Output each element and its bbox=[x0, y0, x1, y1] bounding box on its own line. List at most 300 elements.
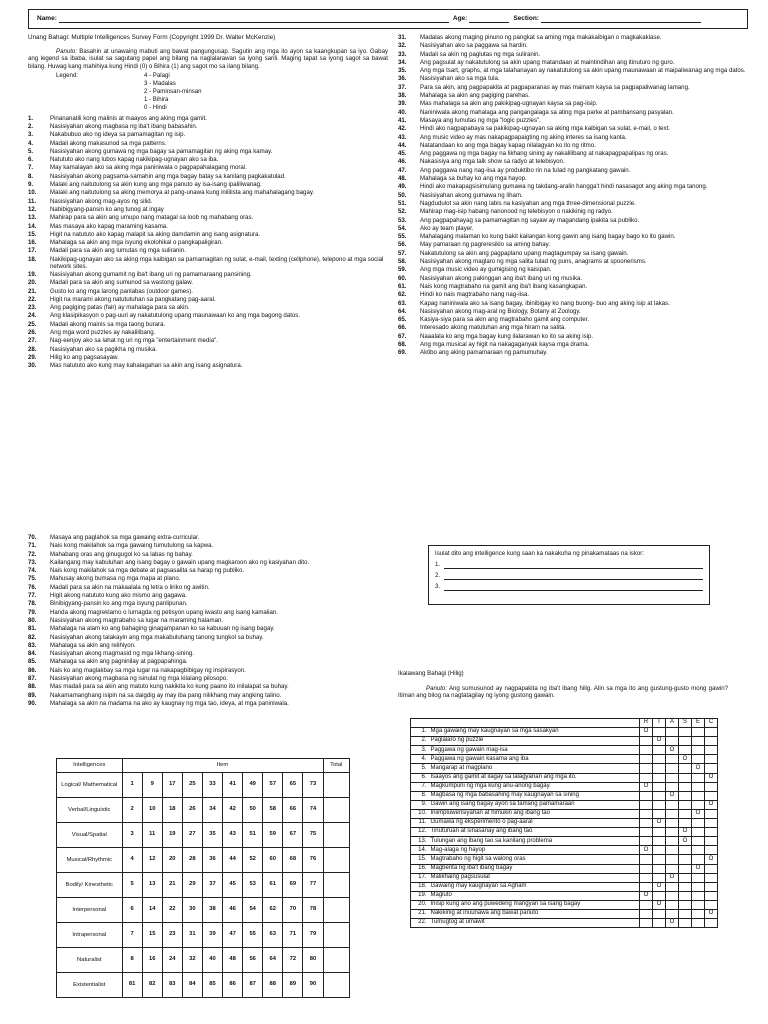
riasec-empty-cell bbox=[692, 909, 705, 918]
question-number: 26. bbox=[28, 329, 37, 337]
tally-header-row bbox=[57, 759, 350, 773]
riasec-empty-cell bbox=[666, 800, 679, 809]
riasec-choice-circle[interactable]: O bbox=[679, 755, 692, 764]
question-text: Naaalala ko ang mga bagay kung ilalarawan ko ito sa aking isip. bbox=[420, 332, 594, 340]
part2-directions-text: Ang sumusunod ay nagpapakita ng iba't ibang hilig. Alin sa mga ito ang gustung-gusto mong gawin? Itiman ang bilog na nagtatagilay ng iyong gustong gawain. bbox=[398, 684, 728, 700]
riasec-empty-cell bbox=[705, 919, 718, 928]
tally-item-number: 10 bbox=[142, 798, 162, 823]
question-number: 38. bbox=[398, 92, 407, 100]
riasec-empty-cell bbox=[692, 728, 705, 737]
question-text: Nag-eenjoy ako sa lahat ng uri ng mga "entertainment media". bbox=[50, 337, 218, 345]
tally-item-number: 16 bbox=[142, 948, 162, 973]
question-number: 16. bbox=[28, 239, 37, 247]
question-number: 61. bbox=[398, 282, 407, 290]
question-item bbox=[398, 34, 750, 42]
age-label: Age: bbox=[452, 14, 468, 22]
question-text: Nakabubuo ako ng ideya sa pamamagitan ng isip. bbox=[50, 131, 186, 139]
riasec-empty-cell bbox=[679, 855, 692, 864]
question-item bbox=[28, 658, 388, 666]
riasec-choice-circle[interactable]: O bbox=[640, 782, 653, 791]
question-text: Mahalagang malaman ko kung bakit kailangan kong gawin ang isang bagay bago ko ito gawin. bbox=[420, 233, 676, 241]
riasec-empty-cell bbox=[692, 882, 705, 891]
riasec-row-activity: Iniimpluwensiyahan at himukin ang ibang tao bbox=[429, 809, 640, 818]
question-item bbox=[398, 275, 750, 283]
riasec-empty-cell bbox=[692, 800, 705, 809]
riasec-row bbox=[411, 873, 718, 882]
riasec-choice-circle[interactable]: O bbox=[640, 728, 653, 737]
riasec-row bbox=[411, 809, 718, 818]
riasec-row-activity: Magbasa ng mga babasahing may kaugnayan sa sining bbox=[429, 791, 640, 800]
question-text: Nasisiyahan akong pakinggan ang iba't ibang uri ng musika. bbox=[420, 274, 583, 282]
question-item bbox=[398, 125, 750, 133]
tally-total-cell[interactable] bbox=[323, 948, 349, 973]
question-text: Kailangang may kabuluhan ang isang bagay o gawain upang magkaroon ako ng kasiyahan dito. bbox=[50, 558, 310, 566]
answer-blank[interactable] bbox=[444, 573, 703, 580]
riasec-row bbox=[411, 900, 718, 909]
tally-item-number: 66 bbox=[283, 798, 303, 823]
riasec-header-c: C bbox=[705, 719, 718, 728]
question-item bbox=[28, 600, 388, 608]
riasec-choice-circle[interactable]: O bbox=[692, 809, 705, 818]
riasec-empty-cell bbox=[692, 891, 705, 900]
tally-item-number: 82 bbox=[142, 973, 162, 998]
tally-item-number: 79 bbox=[303, 923, 323, 948]
tally-row bbox=[57, 923, 350, 948]
riasec-empty-cell bbox=[666, 882, 679, 891]
question-text: Ang pagsulat ay nakatutulong sa akin upang matandaan at maintindihan ang itinuturo ng guro. bbox=[420, 58, 675, 66]
riasec-choice-circle[interactable]: O bbox=[679, 828, 692, 837]
legend-item: 3 - Madalas bbox=[144, 79, 176, 87]
question-item bbox=[398, 300, 750, 308]
riasec-empty-cell bbox=[705, 846, 718, 855]
tally-item-number: 38 bbox=[202, 898, 222, 923]
question-item bbox=[28, 304, 388, 312]
riasec-choice-circle[interactable]: O bbox=[679, 837, 692, 846]
question-item bbox=[398, 117, 750, 125]
riasec-row bbox=[411, 800, 718, 809]
question-number: 48. bbox=[398, 175, 407, 183]
tally-item-number: 22 bbox=[162, 898, 182, 923]
question-item bbox=[28, 288, 388, 296]
riasec-row-number: 15. bbox=[411, 855, 429, 864]
question-item bbox=[28, 650, 388, 658]
question-item bbox=[28, 534, 388, 542]
tally-item-number: 3 bbox=[122, 823, 142, 848]
tally-item-number: 74 bbox=[303, 798, 323, 823]
riasec-empty-cell bbox=[653, 746, 666, 755]
tally-item-number: 32 bbox=[182, 948, 202, 973]
answer-line-number: 3. bbox=[435, 583, 441, 590]
question-number: 47. bbox=[398, 166, 407, 174]
riasec-empty-cell bbox=[666, 909, 679, 918]
riasec-empty-cell bbox=[666, 809, 679, 818]
riasec-choice-circle[interactable]: O bbox=[653, 737, 666, 746]
question-text: Mahalaga sa akin ang pagninilay at pagpapahinga. bbox=[50, 658, 188, 666]
tally-item-number: 36 bbox=[202, 848, 222, 873]
tally-item-number: 31 bbox=[182, 923, 202, 948]
question-text: Nasisiyahan ako sa mga tula. bbox=[420, 75, 500, 83]
question-text: Mahabang oras ang ginugugol ko sa labas ng bahay. bbox=[50, 550, 193, 558]
question-item bbox=[398, 51, 750, 59]
riasec-choice-circle[interactable]: O bbox=[666, 791, 679, 800]
question-number: 15. bbox=[28, 230, 37, 238]
question-text: Nasisiyahan akong talakayin ang mga makabuluhang tanong tungkol sa buhay. bbox=[50, 633, 264, 641]
question-item bbox=[28, 115, 388, 123]
question-text: Higit na marami akong natututuhan sa pangkatang pag-aaral. bbox=[50, 295, 216, 303]
question-item bbox=[28, 173, 388, 181]
question-number: 5. bbox=[28, 147, 34, 155]
question-list-1-30 bbox=[28, 115, 388, 371]
question-text: Nakamamanghang isipin na sa daigdig ay may iba pang nilikhang may angking talino. bbox=[50, 691, 282, 699]
riasec-row bbox=[411, 891, 718, 900]
age-blank[interactable] bbox=[469, 16, 509, 23]
question-text: Ang mga music video ay gumigising ng kaisipan. bbox=[420, 266, 552, 274]
riasec-row-activity: Paggawa ng gawain kasama ang iba bbox=[429, 755, 640, 764]
question-number: 60. bbox=[398, 274, 407, 282]
riasec-row-number: 7. bbox=[411, 782, 429, 791]
question-number: 88. bbox=[28, 683, 37, 691]
riasec-row bbox=[411, 864, 718, 873]
question-item bbox=[28, 559, 388, 567]
question-text: Masaya ang paglahok sa mga gawaing extra-curricular. bbox=[50, 534, 200, 541]
question-number: 83. bbox=[28, 641, 37, 649]
legend-item: 4 - Palagi bbox=[144, 71, 170, 79]
tally-row bbox=[57, 973, 350, 998]
question-text: Ang music video ay mas nakapagpapaigting ng aking interes sa isang kanta. bbox=[420, 133, 627, 141]
question-item bbox=[28, 231, 388, 239]
question-number: 73. bbox=[28, 558, 37, 566]
answer-line[interactable] bbox=[435, 558, 703, 569]
question-item bbox=[28, 642, 388, 650]
question-text: Nasisiyahan akong magbasa ng isinulat ng mga kilalang pilosopo. bbox=[50, 675, 228, 683]
riasec-empty-cell bbox=[692, 737, 705, 746]
tally-header-item: Item bbox=[122, 759, 323, 773]
tally-total-cell[interactable] bbox=[323, 873, 349, 898]
question-number: 35. bbox=[398, 67, 407, 75]
question-number: 31. bbox=[398, 34, 407, 41]
question-text: Ang pagpapahayag sa pamamagitan ng sayaw ay magandang ipakita sa publiko. bbox=[420, 216, 640, 224]
tally-total-cell[interactable] bbox=[323, 973, 349, 998]
question-number: 18. bbox=[28, 255, 37, 263]
tally-item-number: 42 bbox=[223, 798, 243, 823]
question-number: 43. bbox=[398, 133, 407, 141]
tally-intelligence-name: Logical/ Mathematical bbox=[57, 773, 123, 798]
tally-item-number: 41 bbox=[223, 773, 243, 798]
riasec-row bbox=[411, 764, 718, 773]
riasec-choice-circle[interactable]: O bbox=[692, 864, 705, 873]
riasec-choice-circle[interactable]: O bbox=[705, 909, 718, 918]
riasec-choice-circle[interactable]: O bbox=[653, 819, 666, 828]
riasec-row-activity: Paggawa ng gawain mag-isa bbox=[429, 746, 640, 755]
name-field[interactable] bbox=[37, 15, 449, 23]
question-number: 51. bbox=[398, 199, 407, 207]
answer-blank[interactable] bbox=[444, 584, 703, 591]
riasec-choice-circle[interactable]: O bbox=[653, 882, 666, 891]
riasec-row-number: 14. bbox=[411, 846, 429, 855]
question-number: 30. bbox=[28, 362, 37, 370]
riasec-empty-cell bbox=[679, 764, 692, 773]
riasec-row bbox=[411, 782, 718, 791]
legend-item: 0 - Hindi bbox=[144, 103, 167, 111]
tally-intelligence-name: Bodily/ Kinesthetic bbox=[57, 873, 123, 898]
riasec-choice-circle[interactable]: O bbox=[653, 900, 666, 909]
riasec-empty-cell bbox=[692, 791, 705, 800]
question-text: Malaki ang naitutulong sa aking memorya at pang-unawa kung inililista ang mahahalagang bagay. bbox=[50, 189, 315, 197]
riasec-row-activity: Malikhaing pagsusulat bbox=[429, 873, 640, 882]
riasec-header-i: I bbox=[653, 719, 666, 728]
riasec-empty-cell bbox=[640, 882, 653, 891]
riasec-empty-cell bbox=[653, 891, 666, 900]
question-text: Naniniwala akong mahalaga ang pangangalaga sa ating mga parke at pambansang pasyalan. bbox=[420, 108, 674, 116]
question-text: Nakatutulong sa akin ang pagpaplano upang magtagumpay sa isang gawain. bbox=[420, 249, 629, 257]
question-item bbox=[28, 675, 388, 683]
name-blank[interactable] bbox=[59, 16, 449, 23]
question-number: 54. bbox=[398, 224, 407, 232]
tally-item-number: 33 bbox=[202, 773, 222, 798]
question-item bbox=[28, 123, 388, 131]
question-item bbox=[28, 692, 388, 700]
question-item bbox=[28, 164, 388, 172]
tally-item-number: 12 bbox=[142, 848, 162, 873]
riasec-row-number: 8. bbox=[411, 791, 429, 800]
riasec-row-activity: Paglalaro ng puzzle bbox=[429, 737, 640, 746]
tally-item-number: 90 bbox=[303, 973, 323, 998]
tally-total-cell[interactable] bbox=[323, 798, 349, 823]
tally-item-number: 21 bbox=[162, 873, 182, 898]
riasec-choice-circle[interactable]: O bbox=[666, 873, 679, 882]
question-number: 55. bbox=[398, 233, 407, 241]
riasec-empty-cell bbox=[705, 864, 718, 873]
question-number: 58. bbox=[398, 258, 407, 266]
tally-item-number: 18 bbox=[162, 798, 182, 823]
tally-item-number: 19 bbox=[162, 823, 182, 848]
question-item bbox=[28, 700, 388, 708]
tally-item-number: 81 bbox=[122, 973, 142, 998]
tally-header-intelligences: Intelligences bbox=[57, 759, 123, 773]
tally-total-cell[interactable] bbox=[323, 823, 349, 848]
riasec-choice-circle[interactable]: O bbox=[640, 846, 653, 855]
riasec-choice-circle[interactable]: O bbox=[705, 855, 718, 864]
question-item bbox=[28, 575, 388, 583]
question-text: Madalas akong maging pinuno ng pangkat sa aming mga makakaibigan o magkakaklase. bbox=[420, 34, 662, 41]
riasec-row-number: 19. bbox=[411, 891, 429, 900]
question-item bbox=[28, 321, 388, 329]
question-list-70-90 bbox=[28, 534, 388, 708]
tally-row bbox=[57, 848, 350, 873]
tally-row bbox=[57, 773, 350, 798]
question-item bbox=[398, 109, 750, 117]
question-number: 11. bbox=[28, 197, 37, 205]
riasec-row-activity: Mga gawaing may kaugnayan sa mga sasakyan bbox=[429, 728, 640, 737]
question-text: Madali para sa akin ang sumunod sa wastong galaw. bbox=[50, 279, 193, 287]
riasec-empty-cell bbox=[692, 846, 705, 855]
riasec-row-number: 6. bbox=[411, 773, 429, 782]
section-blank[interactable] bbox=[541, 16, 701, 23]
question-number: 4. bbox=[28, 139, 34, 147]
riasec-choice-circle[interactable]: O bbox=[705, 800, 718, 809]
riasec-empty-cell bbox=[653, 791, 666, 800]
tally-row bbox=[57, 873, 350, 898]
question-number: 29. bbox=[28, 353, 37, 361]
question-text: Kapag naniniwala ako sa isang bagay, ibinibigay ko nang buong- buo ang aking isip at lakas. bbox=[420, 299, 670, 307]
answer-blank[interactable] bbox=[444, 562, 703, 569]
tally-total-cell[interactable] bbox=[323, 848, 349, 873]
riasec-empty-cell bbox=[705, 809, 718, 818]
riasec-choice-circle[interactable]: O bbox=[692, 764, 705, 773]
riasec-row bbox=[411, 855, 718, 864]
riasec-empty-cell bbox=[705, 837, 718, 846]
tally-item-number: 77 bbox=[303, 873, 323, 898]
age-field[interactable] bbox=[453, 15, 509, 23]
tally-item-number: 47 bbox=[223, 923, 243, 948]
riasec-row-activity: Tinuturuan at sinasanay ang ibang tao bbox=[429, 828, 640, 837]
question-text: Ang paggawa nang nag-iisa ay produktibo rin na tulad ng pangkatang gawain. bbox=[420, 166, 631, 174]
question-text: Mahalaga sa akin ang mga isyung ekolohikal o pangkapaligiran. bbox=[50, 239, 223, 247]
question-number: 59. bbox=[398, 266, 407, 274]
question-item bbox=[398, 233, 750, 241]
riasec-empty-cell bbox=[653, 919, 666, 928]
riasec-empty-cell bbox=[653, 855, 666, 864]
tally-item-number: 58 bbox=[263, 798, 283, 823]
question-item bbox=[28, 247, 388, 255]
question-item bbox=[28, 354, 388, 362]
question-item bbox=[28, 362, 388, 370]
question-text: Hilig ko ang pagsasayaw. bbox=[50, 353, 119, 361]
question-item bbox=[28, 223, 388, 231]
riasec-empty-cell bbox=[640, 764, 653, 773]
riasec-row bbox=[411, 746, 718, 755]
riasec-choice-circle[interactable]: O bbox=[640, 891, 653, 900]
question-text: Madali sa akin ng paglutas ng mga suliranin. bbox=[420, 50, 541, 58]
tally-total-cell[interactable] bbox=[323, 898, 349, 923]
riasec-empty-cell bbox=[705, 900, 718, 909]
riasec-empty-cell bbox=[653, 846, 666, 855]
question-number: 74. bbox=[28, 567, 37, 575]
answer-line[interactable] bbox=[435, 580, 703, 591]
question-number: 42. bbox=[398, 125, 407, 133]
riasec-row-activity: Mag-alaga ng hayop bbox=[429, 846, 640, 855]
riasec-row-number: 5. bbox=[411, 764, 429, 773]
tally-item-number: 1 bbox=[122, 773, 142, 798]
riasec-empty-cell bbox=[679, 873, 692, 882]
question-item bbox=[398, 183, 750, 191]
riasec-empty-cell bbox=[640, 809, 653, 818]
tally-item-number: 37 bbox=[202, 873, 222, 898]
tally-item-number: 64 bbox=[263, 948, 283, 973]
question-item bbox=[28, 181, 388, 189]
question-item bbox=[28, 625, 388, 633]
riasec-body bbox=[411, 728, 718, 928]
question-number: 20. bbox=[28, 279, 37, 287]
riasec-empty-cell bbox=[640, 900, 653, 909]
question-item bbox=[398, 42, 750, 50]
question-item bbox=[398, 100, 750, 108]
question-number: 84. bbox=[28, 650, 37, 658]
part1-bottom-column bbox=[28, 534, 388, 708]
part1-title: Unang Bahagi: Multiple Intelligences Survey Form (Copyright 1999 Dr. Walter McKenzie) bbox=[28, 34, 276, 41]
riasec-choice-circle[interactable]: O bbox=[666, 746, 679, 755]
question-text: Nasisiyahan akong mag-ayos ng silid. bbox=[50, 197, 153, 205]
name-label: Name: bbox=[37, 14, 57, 22]
tally-item-number: 2 bbox=[122, 798, 142, 823]
tally-header-total: Total bbox=[323, 759, 349, 773]
question-number: 27. bbox=[28, 337, 37, 345]
question-item bbox=[28, 337, 388, 345]
riasec-empty-cell bbox=[640, 855, 653, 864]
section-field[interactable] bbox=[513, 15, 701, 23]
tally-intelligence-name: Intrapersonal bbox=[57, 923, 123, 948]
riasec-empty-cell bbox=[692, 782, 705, 791]
question-item bbox=[28, 667, 388, 675]
question-text: Mahalaga sa buhay ko ang mga hayop. bbox=[420, 175, 527, 183]
question-number: 72. bbox=[28, 550, 37, 558]
tally-item-number: 53 bbox=[243, 873, 263, 898]
question-text: Nais kong magtrabaho na gamit ang iba't ibang kasangkapan. bbox=[420, 282, 588, 290]
tally-item-number: 55 bbox=[243, 923, 263, 948]
tally-item-number: 62 bbox=[263, 898, 283, 923]
question-number: 56. bbox=[398, 241, 407, 249]
tally-item-number: 59 bbox=[263, 823, 283, 848]
tally-item-number: 23 bbox=[162, 923, 182, 948]
riasec-empty-cell bbox=[640, 873, 653, 882]
riasec-empty-cell bbox=[640, 737, 653, 746]
riasec-empty-cell bbox=[640, 909, 653, 918]
question-text: Hindi ako makapagsisimulang gumawa ng takdang-aralin hangga't hindi nasasagot ang aking mga tanong. bbox=[420, 183, 708, 191]
riasec-empty-cell bbox=[653, 837, 666, 846]
question-text: Nasisiyahan akong maglaro ng mga salita tulad ng puns, anagrams at spoonerisms. bbox=[420, 258, 647, 266]
riasec-choice-circle[interactable]: O bbox=[666, 919, 679, 928]
riasec-row-number: 17. bbox=[411, 873, 429, 882]
answer-line[interactable] bbox=[435, 569, 703, 580]
question-text: Ang mga word puzzles ay nakalilibang. bbox=[50, 329, 156, 337]
tally-item-number: 39 bbox=[202, 923, 222, 948]
question-text: Mahalaga sa akin ang pagiging parehas. bbox=[420, 92, 530, 100]
question-number: 64. bbox=[398, 307, 407, 315]
tally-item-number: 73 bbox=[303, 773, 323, 798]
question-number: 3. bbox=[28, 131, 34, 139]
question-number: 9. bbox=[28, 181, 34, 189]
question-number: 63. bbox=[398, 299, 407, 307]
part1-directions bbox=[28, 48, 388, 71]
part2-title: Ikalawang Bahagi (Hilig) bbox=[398, 670, 464, 677]
question-item bbox=[398, 67, 750, 75]
tally-item-number: 17 bbox=[162, 773, 182, 798]
tally-total-cell[interactable] bbox=[323, 773, 349, 798]
riasec-empty-cell bbox=[653, 828, 666, 837]
tally-item-number: 69 bbox=[283, 873, 303, 898]
tally-item-number: 78 bbox=[303, 898, 323, 923]
riasec-choice-circle[interactable]: O bbox=[705, 773, 718, 782]
riasec-empty-cell bbox=[692, 855, 705, 864]
question-item bbox=[398, 333, 750, 341]
riasec-row bbox=[411, 819, 718, 828]
question-number: 81. bbox=[28, 625, 37, 633]
tally-item-number: 48 bbox=[223, 948, 243, 973]
riasec-empty-cell bbox=[640, 919, 653, 928]
riasec-empty-cell bbox=[653, 773, 666, 782]
riasec-row-activity: Mangarap at magplano bbox=[429, 764, 640, 773]
question-number: 82. bbox=[28, 633, 37, 641]
intelligence-tally-table bbox=[56, 758, 350, 998]
riasec-row-activity: Tumugtog at umawit bbox=[429, 919, 640, 928]
tally-item-number: 5 bbox=[122, 873, 142, 898]
question-number: 39. bbox=[398, 100, 407, 108]
question-text: Pinananatili kong malinis at maayos ang aking mga gamit. bbox=[50, 114, 207, 122]
tally-total-cell[interactable] bbox=[323, 923, 349, 948]
riasec-header-e: E bbox=[692, 719, 705, 728]
question-text: Aktibo ang aking pamamaraan ng pamumuhay. bbox=[420, 349, 548, 357]
tally-item-number: 9 bbox=[142, 773, 162, 798]
